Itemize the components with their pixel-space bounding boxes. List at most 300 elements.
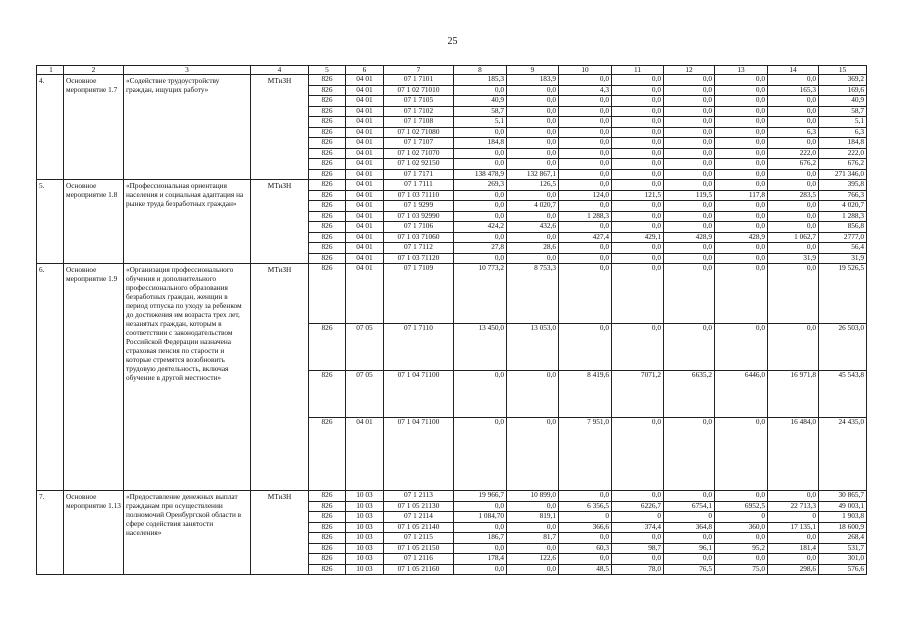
- value-2017: 0,0: [612, 85, 664, 96]
- value-2017: 0,0: [612, 159, 664, 170]
- target-article-code: 07 1 03 92990: [384, 211, 454, 222]
- value-2016: 48,5: [559, 564, 612, 575]
- target-article-code: 07 1 05 21130: [384, 501, 454, 512]
- value-2015: 122,6: [507, 554, 559, 565]
- value-2014: 5,1: [454, 117, 507, 128]
- section-code: 04 01: [346, 190, 384, 201]
- value-2015: 0,0: [507, 96, 559, 107]
- measure-title: «Предоставление денежных выплат гражданам при осуществлении полномочий Оренбургской области в сфере содействия занятости населения»: [124, 491, 251, 575]
- grbs-code: 826: [309, 138, 346, 149]
- section-code: 10 03: [346, 564, 384, 575]
- measure-name: Основное мероприятие 1.8: [64, 180, 124, 264]
- value-2014: 0,0: [454, 127, 507, 138]
- value-2020: 0,0: [768, 554, 819, 565]
- value-2016: 8 419,6: [559, 371, 612, 418]
- value-2019: 0,0: [715, 180, 768, 191]
- value-2014: 185,3: [454, 75, 507, 86]
- value-2015: 0,0: [507, 211, 559, 222]
- value-2018: 0,0: [664, 201, 715, 212]
- grbs-code: 826: [309, 522, 346, 533]
- value-2019: 75,0: [715, 564, 768, 575]
- value-total: 18 600,9: [819, 522, 867, 533]
- value-2016: 0,0: [559, 75, 612, 86]
- executor: МТиЗН: [251, 180, 309, 264]
- value-2017: 0,0: [612, 324, 664, 371]
- header-cell-15: 15: [819, 66, 867, 75]
- value-2019: 0,0: [715, 75, 768, 86]
- value-2014: 269,3: [454, 180, 507, 191]
- value-total: 40,9: [819, 96, 867, 107]
- value-2020: 165,3: [768, 85, 819, 96]
- section-code: 04 01: [346, 418, 384, 491]
- value-2016: 0,0: [559, 138, 612, 149]
- value-2018: 0,0: [664, 491, 715, 502]
- value-2015: 432,6: [507, 222, 559, 233]
- value-2016: 0,0: [559, 159, 612, 170]
- value-total: 1 288,3: [819, 211, 867, 222]
- grbs-code: 826: [309, 169, 346, 180]
- value-2020: 17 135,1: [768, 522, 819, 533]
- value-2017: 0,0: [612, 264, 664, 324]
- value-2017: 429,1: [612, 232, 664, 243]
- value-2016: 1 288,3: [559, 211, 612, 222]
- value-2016: 60,3: [559, 543, 612, 554]
- measure-title: «Профессиональная ориентация населения и социальная адаптация на рынке труда безработных граждан»: [124, 180, 251, 264]
- value-2019: 0,0: [715, 148, 768, 159]
- value-2020: 0,0: [768, 211, 819, 222]
- section-code: 07 05: [346, 371, 384, 418]
- value-2020: 0,0: [768, 491, 819, 502]
- value-2014: 40,9: [454, 96, 507, 107]
- value-2019: 0,0: [715, 554, 768, 565]
- value-total: 268,4: [819, 533, 867, 544]
- value-2014: 424,2: [454, 222, 507, 233]
- value-2014: 184,8: [454, 138, 507, 149]
- section-code: 10 03: [346, 522, 384, 533]
- value-2016: 0,0: [559, 222, 612, 233]
- section-code: 04 01: [346, 232, 384, 243]
- target-article-code: 07 1 7107: [384, 138, 454, 149]
- target-article-code: 07 1 02 71010: [384, 85, 454, 96]
- target-article-code: 07 1 2113: [384, 491, 454, 502]
- grbs-code: 826: [309, 117, 346, 128]
- value-2014: 0,0: [454, 501, 507, 512]
- value-2018: 6754,1: [664, 501, 715, 512]
- grbs-code: 826: [309, 180, 346, 191]
- value-2017: 0,0: [612, 75, 664, 86]
- value-2017: 98,7: [612, 543, 664, 554]
- page-number: 25: [447, 36, 458, 47]
- value-total: 6,3: [819, 127, 867, 138]
- grbs-code: 826: [309, 211, 346, 222]
- value-2014: 13 450,0: [454, 324, 507, 371]
- target-article-code: 07 1 03 71110: [384, 190, 454, 201]
- value-2015: 13 053,0: [507, 324, 559, 371]
- value-2019: 0,0: [715, 96, 768, 107]
- value-2016: 0,0: [559, 533, 612, 544]
- value-2015: 0,0: [507, 543, 559, 554]
- target-article-code: 07 1 9299: [384, 201, 454, 212]
- value-2014: 138 478,9: [454, 169, 507, 180]
- value-2016: 0,0: [559, 117, 612, 128]
- table-header-row: [37, 66, 867, 75]
- value-2020: 0,0: [768, 533, 819, 544]
- value-2020: 16 971,8: [768, 371, 819, 418]
- target-article-code: 07 1 05 21140: [384, 522, 454, 533]
- value-2019: 0,0: [715, 138, 768, 149]
- value-2018: 0,0: [664, 253, 715, 264]
- value-2017: 7071,2: [612, 371, 664, 418]
- value-2019: 360,0: [715, 522, 768, 533]
- value-2018: 0,0: [664, 222, 715, 233]
- target-article-code: 07 1 2116: [384, 554, 454, 565]
- grbs-code: 826: [309, 201, 346, 212]
- value-2017: 78,0: [612, 564, 664, 575]
- section-code: 04 01: [346, 180, 384, 191]
- value-2020: 22 713,3: [768, 501, 819, 512]
- value-2020: 0,0: [768, 106, 819, 117]
- value-2019: 0: [715, 512, 768, 523]
- value-2019: 0,0: [715, 222, 768, 233]
- grbs-code: 826: [309, 554, 346, 565]
- measure-title: «Организация профессионального обучения и дополнительного профессионального образования безработных граждан, женщин в период отпуска по уходу за ребенком до достижения им возраста трех лет, незанятых граждан, которым в соответствии с законодательством Российской Федерации назначена страховая пенсия по старости и которые стремятся возобновить трудовую деятельность, включая обучение в другой местности»: [124, 264, 251, 491]
- value-total: 301,0: [819, 554, 867, 565]
- grbs-code: 826: [309, 418, 346, 491]
- value-2015: 0,0: [507, 148, 559, 159]
- value-2018: 0,0: [664, 324, 715, 371]
- header-cell-7: 7: [384, 66, 454, 75]
- value-2014: 1 084,70: [454, 512, 507, 523]
- table-row: [37, 180, 867, 191]
- value-2017: 0,0: [612, 106, 664, 117]
- value-2018: 0,0: [664, 85, 715, 96]
- grbs-code: 826: [309, 264, 346, 324]
- section-code: 04 01: [346, 75, 384, 86]
- value-2014: 178,4: [454, 554, 507, 565]
- measure-name: Основное мероприятие 1.7: [64, 75, 124, 180]
- grbs-code: 826: [309, 106, 346, 117]
- value-2020: 16 484,0: [768, 418, 819, 491]
- target-article-code: 07 1 05 21160: [384, 564, 454, 575]
- value-2017: 0,0: [612, 138, 664, 149]
- value-2019: 6952,5: [715, 501, 768, 512]
- grbs-code: 826: [309, 533, 346, 544]
- value-2015: 0,0: [507, 117, 559, 128]
- value-2017: 0,0: [612, 127, 664, 138]
- value-2016: 0,0: [559, 264, 612, 324]
- value-2014: 0,0: [454, 85, 507, 96]
- target-article-code: 07 1 02 71070: [384, 148, 454, 159]
- target-article-code: 07 1 04 71100: [384, 371, 454, 418]
- measure-title: «Содействие трудоустройству граждан, ищущих работу»: [124, 75, 251, 180]
- value-2014: 0,0: [454, 148, 507, 159]
- value-2015: 0,0: [507, 253, 559, 264]
- value-2017: 121,5: [612, 190, 664, 201]
- value-2017: 0,0: [612, 418, 664, 491]
- value-2017: 0,0: [612, 211, 664, 222]
- value-2014: 0,0: [454, 159, 507, 170]
- section-code: 04 01: [346, 169, 384, 180]
- value-2016: 0,0: [559, 127, 612, 138]
- header-cell-4: 4: [251, 66, 309, 75]
- section-code: 04 01: [346, 127, 384, 138]
- section-code: 10 03: [346, 533, 384, 544]
- value-2014: 0,0: [454, 201, 507, 212]
- value-2017: 0,0: [612, 491, 664, 502]
- table-row: [37, 75, 867, 86]
- value-2014: 0,0: [454, 211, 507, 222]
- value-2018: 0,0: [664, 180, 715, 191]
- value-total: 2777,0: [819, 232, 867, 243]
- value-2016: 6 356,5: [559, 501, 612, 512]
- value-2016: 0,0: [559, 201, 612, 212]
- value-total: 19 526,5: [819, 264, 867, 324]
- value-total: 56,4: [819, 243, 867, 254]
- value-2019: 0,0: [715, 491, 768, 502]
- value-total: 58,7: [819, 106, 867, 117]
- target-article-code: 07 1 02 92150: [384, 159, 454, 170]
- target-article-code: 07 1 7110: [384, 324, 454, 371]
- target-article-code: 07 1 7102: [384, 106, 454, 117]
- grbs-code: 826: [309, 148, 346, 159]
- value-2017: 0,0: [612, 554, 664, 565]
- value-2020: 0,0: [768, 138, 819, 149]
- header-cell-6: 6: [346, 66, 384, 75]
- value-2014: 10 773,2: [454, 264, 507, 324]
- value-2018: 96,1: [664, 543, 715, 554]
- value-2015: 0,0: [507, 371, 559, 418]
- value-2014: 0,0: [454, 190, 507, 201]
- value-2015: 28,6: [507, 243, 559, 254]
- value-2015: 0,0: [507, 232, 559, 243]
- value-2016: 427,4: [559, 232, 612, 243]
- value-total: 576,6: [819, 564, 867, 575]
- target-article-code: 07 1 05 21150: [384, 543, 454, 554]
- grbs-code: 826: [309, 232, 346, 243]
- grbs-code: 826: [309, 75, 346, 86]
- value-total: 395,8: [819, 180, 867, 191]
- target-article-code: 07 1 2115: [384, 533, 454, 544]
- value-2015: 126,5: [507, 180, 559, 191]
- row-number: 4.: [37, 75, 64, 180]
- value-2018: 0,0: [664, 264, 715, 324]
- grbs-code: 826: [309, 96, 346, 107]
- value-2015: 132 867,1: [507, 169, 559, 180]
- section-code: 04 01: [346, 85, 384, 96]
- value-2016: 7 951,0: [559, 418, 612, 491]
- value-total: 271 346,0: [819, 169, 867, 180]
- value-2015: 0,0: [507, 159, 559, 170]
- value-total: 676,2: [819, 159, 867, 170]
- header-cell-11: 11: [612, 66, 664, 75]
- value-2018: 0,0: [664, 117, 715, 128]
- section-code: 04 01: [346, 117, 384, 128]
- section-code: 04 01: [346, 201, 384, 212]
- value-2019: 0,0: [715, 324, 768, 371]
- value-2020: 31,9: [768, 253, 819, 264]
- value-total: 5,1: [819, 117, 867, 128]
- value-total: 30 865,7: [819, 491, 867, 502]
- value-2019: 0,0: [715, 117, 768, 128]
- value-2017: 0,0: [612, 533, 664, 544]
- section-code: 04 01: [346, 138, 384, 149]
- value-2018: 6635,2: [664, 371, 715, 418]
- value-2019: 0,0: [715, 201, 768, 212]
- value-total: 45 543,8: [819, 371, 867, 418]
- section-code: 04 01: [346, 264, 384, 324]
- value-2016: 0,0: [559, 491, 612, 502]
- value-2015: 183,9: [507, 75, 559, 86]
- value-2017: 0,0: [612, 222, 664, 233]
- value-total: 4 020,7: [819, 201, 867, 212]
- grbs-code: 826: [309, 159, 346, 170]
- value-2020: 0,0: [768, 180, 819, 191]
- value-2014: 0,0: [454, 253, 507, 264]
- value-2019: 0,0: [715, 211, 768, 222]
- section-code: 07 05: [346, 324, 384, 371]
- target-article-code: 07 1 7108: [384, 117, 454, 128]
- value-2018: 0,0: [664, 127, 715, 138]
- value-2015: 4 020,7: [507, 201, 559, 212]
- grbs-code: 826: [309, 512, 346, 523]
- header-cell-9: 9: [507, 66, 559, 75]
- grbs-code: 826: [309, 564, 346, 575]
- grbs-code: 826: [309, 253, 346, 264]
- value-2016: 0: [559, 512, 612, 523]
- value-2015: 819,1: [507, 512, 559, 523]
- target-article-code: 07 1 7101: [384, 75, 454, 86]
- section-code: 10 03: [346, 491, 384, 502]
- value-total: 169,6: [819, 85, 867, 96]
- section-code: 04 01: [346, 96, 384, 107]
- value-2018: 76,5: [664, 564, 715, 575]
- target-article-code: 07 1 2114: [384, 512, 454, 523]
- section-code: 04 01: [346, 106, 384, 117]
- header-cell-2: 2: [64, 66, 124, 75]
- value-2017: 6226,7: [612, 501, 664, 512]
- section-code: 04 01: [346, 243, 384, 254]
- section-code: 04 01: [346, 253, 384, 264]
- value-total: 856,8: [819, 222, 867, 233]
- grbs-code: 826: [309, 85, 346, 96]
- value-2019: 95,2: [715, 543, 768, 554]
- value-2020: 0,0: [768, 169, 819, 180]
- target-article-code: 07 1 03 71120: [384, 253, 454, 264]
- section-code: 04 01: [346, 148, 384, 159]
- budget-table: [36, 65, 867, 575]
- header-cell-5: 5: [309, 66, 346, 75]
- value-2019: 0,0: [715, 159, 768, 170]
- value-2018: 0,0: [664, 211, 715, 222]
- section-code: 04 01: [346, 211, 384, 222]
- target-article-code: 07 1 7105: [384, 96, 454, 107]
- section-code: 10 03: [346, 543, 384, 554]
- value-2018: 364,8: [664, 522, 715, 533]
- value-2015: 81,7: [507, 533, 559, 544]
- value-2018: 428,9: [664, 232, 715, 243]
- grbs-code: 826: [309, 491, 346, 502]
- measure-name: Основное мероприятие 1.9: [64, 264, 124, 491]
- value-2019: 0,0: [715, 169, 768, 180]
- value-2018: 0: [664, 512, 715, 523]
- value-2016: 124,0: [559, 190, 612, 201]
- value-total: 184,8: [819, 138, 867, 149]
- target-article-code: 07 1 7171: [384, 169, 454, 180]
- value-total: 24 435,0: [819, 418, 867, 491]
- value-2016: 0,0: [559, 106, 612, 117]
- value-2016: 0,0: [559, 324, 612, 371]
- value-2016: 0,0: [559, 180, 612, 191]
- grbs-code: 826: [309, 543, 346, 554]
- value-2016: 0,0: [559, 96, 612, 107]
- value-2020: 222,0: [768, 148, 819, 159]
- value-2014: 186,7: [454, 533, 507, 544]
- target-article-code: 07 1 03 71060: [384, 232, 454, 243]
- value-2015: 0,0: [507, 85, 559, 96]
- value-2020: 283,5: [768, 190, 819, 201]
- measure-name: Основное мероприятие 1.13: [64, 491, 124, 575]
- value-2018: 0,0: [664, 148, 715, 159]
- value-2020: 0,0: [768, 96, 819, 107]
- target-article-code: 07 1 7109: [384, 264, 454, 324]
- value-2020: 181,4: [768, 543, 819, 554]
- value-2015: 8 753,3: [507, 264, 559, 324]
- value-2020: 0,0: [768, 324, 819, 371]
- value-2017: 0,0: [612, 243, 664, 254]
- target-article-code: 07 1 7111: [384, 180, 454, 191]
- value-total: 369,2: [819, 75, 867, 86]
- value-2020: 0,0: [768, 264, 819, 324]
- value-2017: 0,0: [612, 96, 664, 107]
- value-2016: 4,3: [559, 85, 612, 96]
- value-2014: 58,7: [454, 106, 507, 117]
- value-2018: 0,0: [664, 533, 715, 544]
- value-2019: 0,0: [715, 106, 768, 117]
- value-2019: 0,0: [715, 533, 768, 544]
- value-2015: 10 899,0: [507, 491, 559, 502]
- table-row: [37, 264, 867, 324]
- value-total: 766,3: [819, 190, 867, 201]
- value-2016: 0,0: [559, 243, 612, 254]
- row-number: 6.: [37, 264, 64, 491]
- value-total: 49 003,1: [819, 501, 867, 512]
- section-code: 10 03: [346, 512, 384, 523]
- section-code: 04 01: [346, 222, 384, 233]
- value-2019: 428,9: [715, 232, 768, 243]
- grbs-code: 826: [309, 324, 346, 371]
- value-2015: 0,0: [507, 522, 559, 533]
- table-row: [37, 491, 867, 502]
- value-2019: 6446,0: [715, 371, 768, 418]
- value-2014: 0,0: [454, 418, 507, 491]
- value-2016: 0,0: [559, 253, 612, 264]
- value-2018: 0,0: [664, 159, 715, 170]
- grbs-code: 826: [309, 190, 346, 201]
- header-cell-12: 12: [664, 66, 715, 75]
- header-cell-3: 3: [124, 66, 251, 75]
- target-article-code: 07 1 04 71100: [384, 418, 454, 491]
- value-2014: 27,8: [454, 243, 507, 254]
- value-2018: 0,0: [664, 96, 715, 107]
- value-2020: 0,0: [768, 75, 819, 86]
- value-2020: 0,0: [768, 117, 819, 128]
- value-2017: 0,0: [612, 180, 664, 191]
- value-2014: 19 966,7: [454, 491, 507, 502]
- value-2016: 0,0: [559, 554, 612, 565]
- value-total: 222,0: [819, 148, 867, 159]
- header-cell-10: 10: [559, 66, 612, 75]
- value-2019: 0,0: [715, 127, 768, 138]
